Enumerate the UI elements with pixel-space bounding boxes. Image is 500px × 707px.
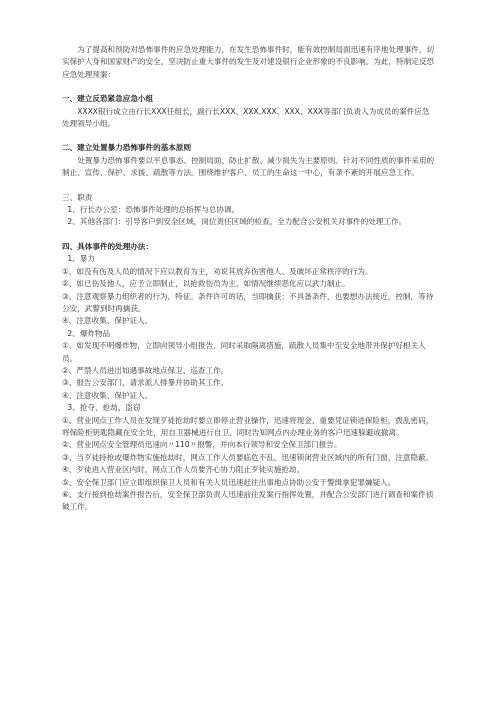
subsection-heading: 2、爆炸物品 [67,328,111,338]
list-item: ③、注意观察暴力组织者的行为，特征。条件许可的话，当即擒获；不具备条件，也要想办法接近，控制，等待公安，武警到时再擒获。 [62,291,434,313]
list-item: ④、注意收集、保护证人。 [62,316,153,326]
section-body: XXXX银行成立由行长XXX任组长，副行长XXX、XXX,XXX、XXX、XXX等部门负责人为成员的案件应急处理领导小组。 [62,106,430,129]
list-item: ③、报告公安部门，请求派人排暴并协助其工作。 [62,378,229,388]
list-item: ③、当歹徒持枪或爆炸物实施抢劫时，网点工作人员要临危不乱，迅速锁闭营业区域内的所有门窗，注意隐蔽。 [62,452,434,462]
section-heading: 四、具体事件的处理办法： [62,241,154,251]
list-item: 1、行长办公室：恐怖事件处理的总指挥与总协调。 [67,205,240,215]
section-heading: 二、建立处置暴力恐怖事件的基本原则 [62,143,192,153]
section-heading: 一、建立反恐紧急应急小组 [62,94,154,104]
list-item: ②、如已伤及他人，应予立即制止，以抢救伤员为主，如情况继续恶化应以武力制止。 [62,279,350,289]
list-item: ②、严禁人员进出如遇事故地点保卫、巡查工作。 [62,365,229,375]
list-item: ④、注意收集、保护证人。 [62,390,153,400]
subsection-heading: 1、暴力 [67,254,95,264]
section-body: 处置暴力恐怖事件要以平息事态、控制局面、防止扩散、减少损失为主要原则。针对不同性质的事件采用的制止、宣传、保护、求援、疏散等方法。围绕维护客户、员工的生命这一中心，有条不紊的开展应急工作。 [62,155,435,178]
subsection-heading: 3、抢夺、抢劫、盗窃 [67,403,141,413]
list-item: 2、其他各部门：引导客户到安全区域，岗位责任区域的检查，全力配合公安机关对事件的处理工作。 [67,217,407,227]
section-principles [62,142,436,179]
list-item: ④、歹徒进入营业区内时，网点工作人员要齐心协力阻止歹徒实施抢劫。 [62,465,305,475]
list-item: ①、如发现不明爆炸物，立即向领导小组报告，同时采取隔离措施，疏散人员集中至安全地带并保护好相关人员。 [62,341,426,363]
intro-paragraph: 为了提高和预防对恐怖事件的应急处理能力，在发生恐怖事件时，能有效控制局面迅速有序地处理事件，切实保护人身和国家财产的安全，坚决防止重大事件的发生及对建设银行企业形象的不良影响。为此，特制定反恐应急处理预案： [62,45,435,79]
section-heading: 三、职责 [62,192,93,202]
list-item: ①、营业网点工作人员在发现歹徒抢劫时要立即停止营业操作，迅速将现金、重要凭证锁进保险柜，拨乱密码，将保险柜钥匙隐藏在安全处，用自卫器械进行自卫，同时告知网点内办理业务的客户迅速躲避或撤离。 [62,415,434,437]
list-item: ⑤、安全保卫部门应立即组织保卫人员和有关人员迅速赶往出事地点协助公安干警缉拿犯罪嫌疑人。 [62,477,396,487]
section-procedures [62,241,436,514]
list-item: ②、营业网点安全管理员迅速向〃110〃报警，并向本行领导和安全保卫部门报告。 [62,440,342,450]
list-item: ⑥、支行接到抢劫案件报告后，安全保卫部负责人迅速前往发案行指挥处置，并配合公安部门进行调查和案件侦破工作。 [62,490,434,512]
document-page [62,44,436,514]
list-item: ①、如没有伤及人员的情况下应以教育为主，劝说其放弃伤害他人、及破坏正常秩序的行为。 [62,266,373,276]
section-duties [62,192,436,229]
section-emergency-team [62,93,436,130]
